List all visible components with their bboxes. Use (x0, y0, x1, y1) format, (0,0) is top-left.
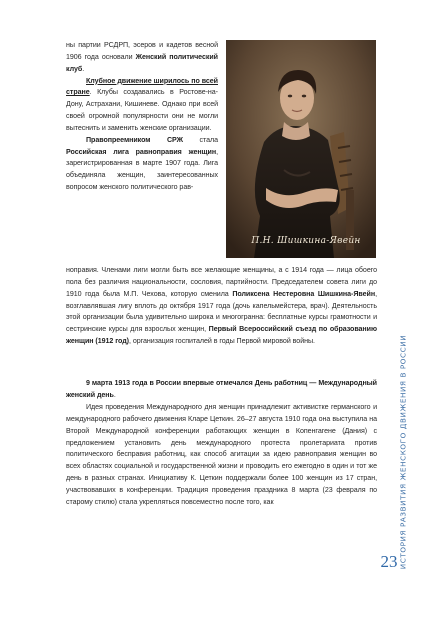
text-run: . (113, 390, 116, 399)
bold-russian-league: Российская лига равноправия женщин (66, 147, 217, 156)
indented-line (66, 135, 218, 194)
text-run: ны партии РСДРП, эсеров и кадетов весной 1906 года основали (66, 41, 218, 61)
text-run: , организация госпиталей в годы Первой мировой войны. (129, 337, 315, 346)
text-run: . (82, 64, 85, 73)
running-sidebar-title (395, 332, 411, 572)
portrait-illustration (226, 40, 376, 258)
bold-womens-day: 9 марта 1913 года в России впервые отмечался День работниц — Международный женский день (66, 379, 377, 399)
sidebar-title-text: ИСТОРИЯ РАЗВИТИЯ ЖЕНСКОГО ДВИЖЕНИЯ В РОССИИ (398, 334, 408, 570)
womens-day-paragraph (66, 378, 377, 402)
bold-first-congress: Первый Всероссийский съезд по образованию женщин (1912 год) (66, 325, 377, 346)
portrait-photo (226, 40, 376, 258)
text-run: стала (183, 135, 218, 144)
text-run: , возглавлявшая лигу вплоть до октября 1917 года (дочь капельмейстера, врач). Деятельность этой организации была удивительно широка и многогранна: бесплатные курсы грамотности и сестринские курсы для взрослых женщин, (66, 289, 377, 334)
league-activity-paragraph (66, 265, 377, 348)
text-run: Идея проведения Международного дня женщин принадлежит активистке германского и международного рабочего движения Кларе Цеткин. 26–27 августа 1910 года она выступила на Второй Международной конференции работающих женщин в Копенгагене (Дания) с предложением установить день международного протеста пролетариата против политического бесправия работниц, как способ агитации за идею равноправия женщин во всех областях социальной и государственной жизни и проводить его ежегодно в один и тот же день в разных странах. Инициативу К. Цеткин поддержали более 100 женщин из 17 стран, участвовавших в конференции. Традиция проведения праздника 8 марта (23 февраля по старому стилю) стала укрепляться повсеместно после того, как (66, 403, 377, 506)
indented-line (66, 76, 218, 135)
text-run: , зарегистрированная в марте 1907 года. Лига объединяла женщин, заинтересованных вопросом женского политического рав- (66, 147, 218, 192)
page-number: 23 (380, 552, 398, 571)
bold-womens-political-club: Женский политический клуб (66, 52, 218, 73)
bold-shishkina-yavein: Поликсена Нестеровна Шишкина-Явейн (232, 289, 376, 298)
zetkin-paragraph (66, 402, 377, 509)
text-run: . Клубы создавались в Ростове-на-Дону, Астрахани, Кишиневе. Однако при всей своей огромной популярности они не могли вытеснить и заменить женские организации. (66, 88, 218, 132)
text-run: ноправия. Членами лиги могли быть все желающие женщины, а с 1914 года — лица обоего пола без различия национальности, сословия, партийности. Председателем совета лиги до 1910 года была М.П. Чехова, которую сменила (66, 266, 377, 298)
intro-column-paragraphs (66, 40, 218, 194)
bold-successor-srzh: Правопреемником СРЖ (86, 135, 183, 144)
bold-club-movement: Клубное движение ширилось по всей стране (66, 76, 218, 97)
portrait-signature: П.Н. Шишкина-Явейн (251, 236, 361, 246)
